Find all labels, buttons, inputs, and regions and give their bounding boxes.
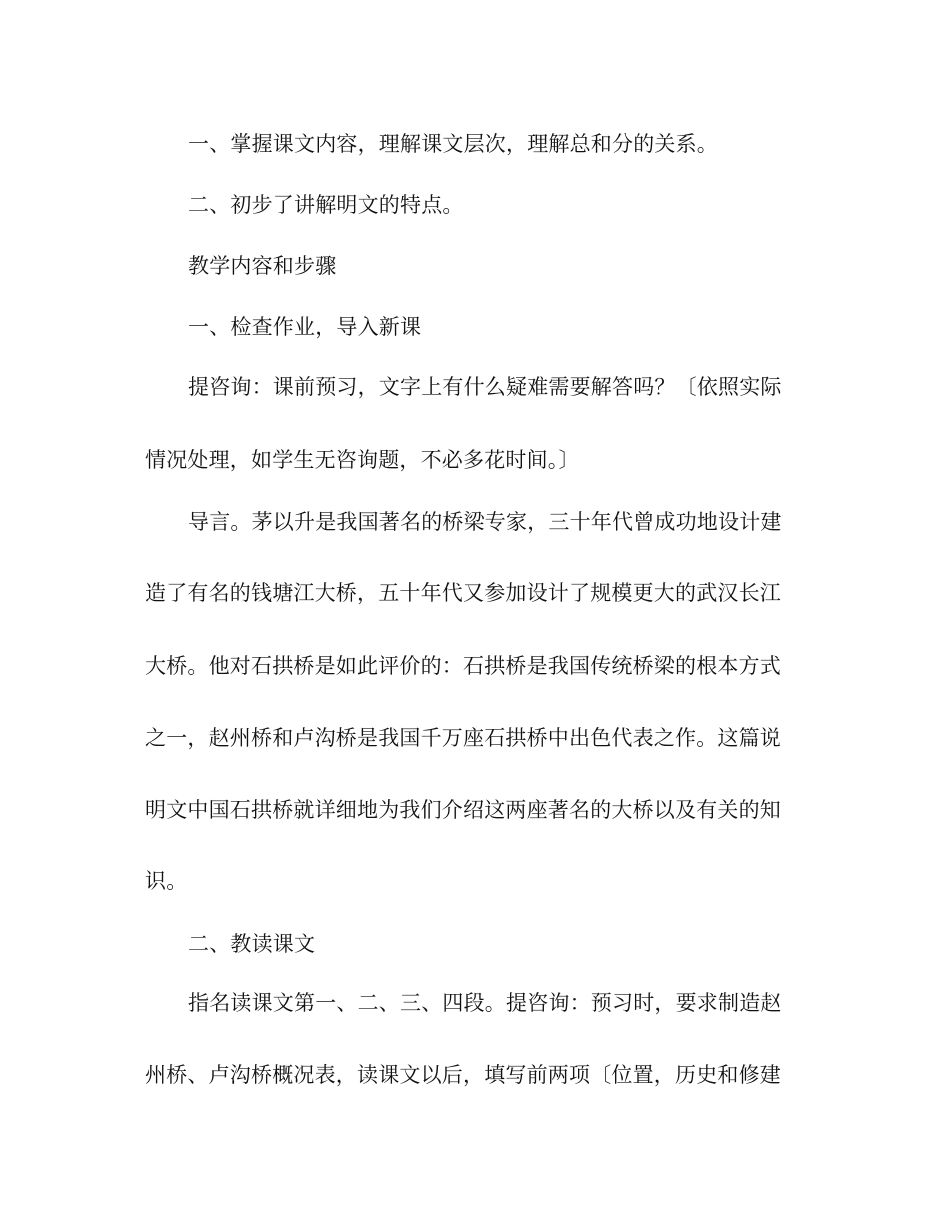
paragraph-question-line-1: 提咨询：课前预习，文字上有什么疑难需要解答吗？〔依照实际	[188, 375, 782, 399]
paragraph-intro-line-5: 明文中国石拱桥就详细地为我们介绍这两座著名的大桥以及有关的知	[145, 798, 781, 822]
section-heading-content-steps: 教学内容和步骤	[188, 254, 337, 278]
paragraph-intro-line-4: 之一，赵州桥和卢沟桥是我国千万座石拱桥中出色代表之作。这篇说	[145, 726, 781, 750]
step-heading-check-homework: 一、检查作业，导入新课	[188, 315, 422, 339]
paragraph-question-line-2: 情况处理，如学生无咨询题，不必多花时间。〕	[145, 448, 580, 472]
paragraph-intro-line-3: 大桥。他对石拱桥是如此评价的：石拱桥是我国传统桥梁的根本方式	[145, 654, 781, 678]
paragraph-intro-line-6: 识。	[145, 869, 188, 893]
paragraph-intro-line-2: 造了有名的钱塘江大桥，五十年代又参加设计了规模更大的武汉长江	[145, 581, 781, 605]
objective-1: 一、掌握课文内容，理解课文层次，理解总和分的关系。	[188, 132, 718, 156]
paragraph-intro-line-1: 导言。茅以升是我国著名的桥梁专家，三十年代曾成功地设计建	[188, 510, 782, 534]
paragraph-reading-line-1: 指名读课文第一、二、三、四段。提咨询：预习时，要求制造赵	[188, 991, 782, 1015]
step-heading-teach-reading: 二、教读课文	[188, 932, 316, 956]
paragraph-reading-line-2: 州桥、卢沟桥概况表，读课文以后，填写前两项〔位置，历史和修建	[145, 1063, 781, 1087]
objective-2: 二、初步了讲解明文的特点。	[188, 193, 464, 217]
